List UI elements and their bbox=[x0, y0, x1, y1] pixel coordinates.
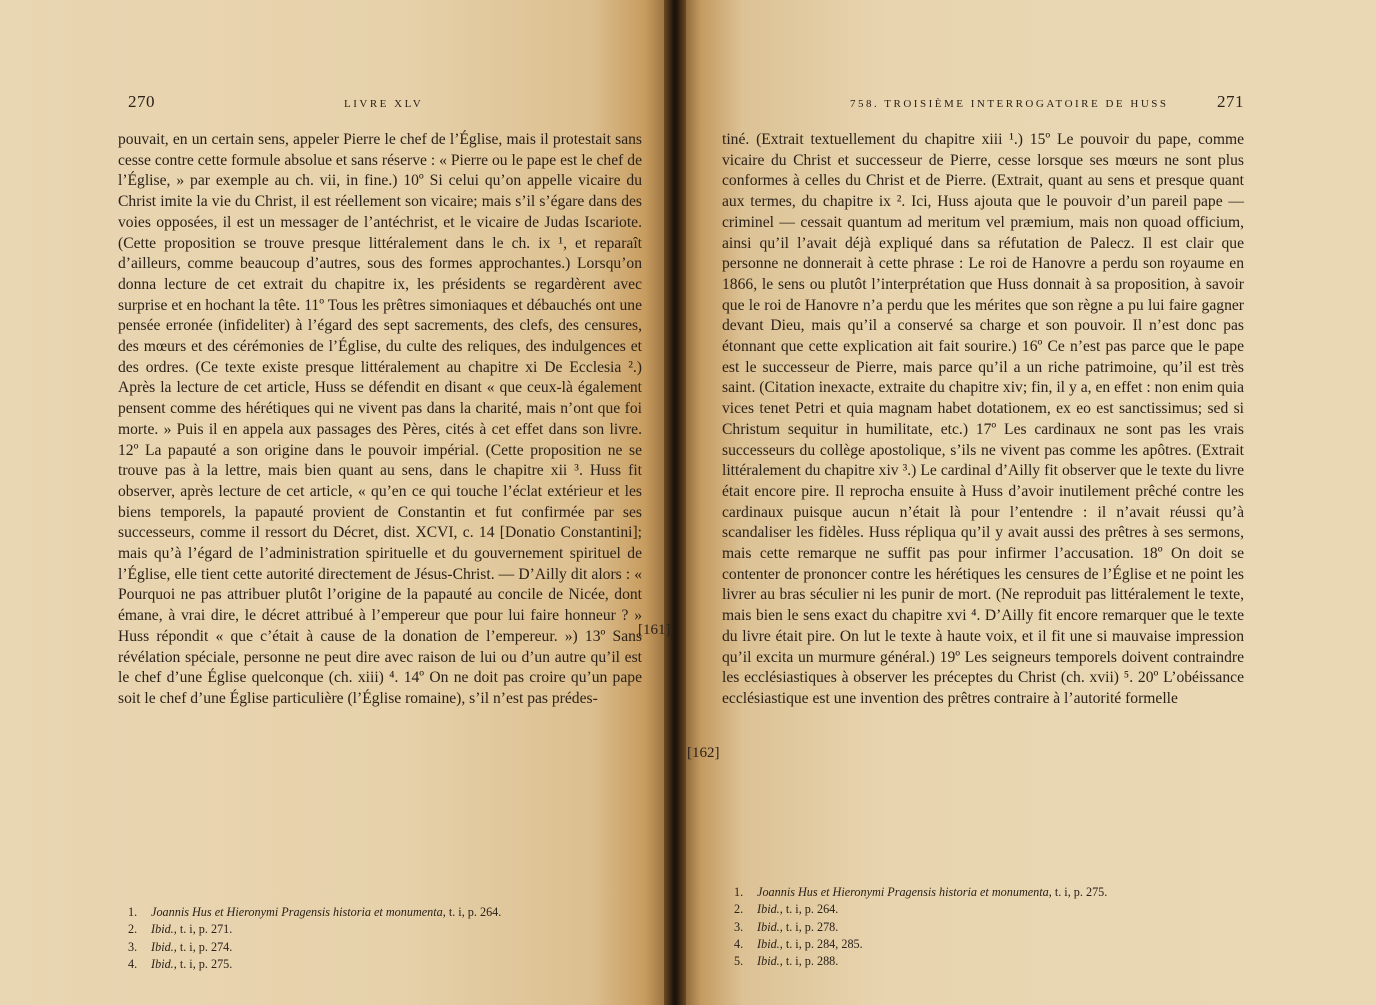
footnote-title: Ibid., bbox=[757, 936, 783, 951]
footnote bbox=[128, 904, 501, 921]
running-head: LIVRE XLV bbox=[344, 98, 424, 110]
book-gutter bbox=[664, 0, 686, 1005]
footnote-ref: t. i, p. 264. bbox=[785, 902, 839, 917]
page-number: 270 bbox=[128, 92, 155, 111]
paragraph: tiné. (Extrait textuellement du chapitre xiii ¹.) 15º Le pouvoir du pape, comme vicaire du Christ et successeur de Pierre, cesse lorsque ses mœurs ne sont plus conformes à celles du Christ et de Pierre. (Extrait, quant au sens et presque quant aux termes, du chapitre ix ². Ici, Huss ajouta que le pouvoir d’un pareil pape — criminel — cessait quantum ad meritum vel præmium, mais non quoad officium, ainsi qu’il l’avait déjà expliqué dans sa réfutation de Palecz. Il est clair que personne ne donnerait à cette phrase : Le roi de Hanovre a perdu son royaume en 1866, le sens ou plutôt l’interprétation que Huss donnait à sa proposition, à savoir que le roi de Hanovre n’a perdu que les mérites que son règne a pu lui faire gagner devant Dieu, mais qu’il a conservé sa charge et son pouvoir. Il n’est donc pas étonnant que cette explication ait fait sourire.) 16º Ce n’est pas parce que le pape est le successeur de Pierre, mais parce qu’il a un riche patrimoine, qu’il est très saint. (Citation inexacte, extraite du chapitre xiv; fin, il y a, en effet : non enim quia vices tenet Petri et quia magnam habet dotationem, ex eo est sanctissimus; sed si Christum sequitur in humilitate, etc.) 17º Les cardinaux ne sont pas les vrais successeurs du collège apostolique, s’ils ne vivent pas comme les apôtres. (Extrait littéralement du chapitre xiv ³.) Le cardinal d’Ailly fit observer que le texte du livre était encore pire. Il reprocha ensuite à Huss d’avoir inutilement prêché contre les cardinaux puisque aucun n’était là pour l’entendre : il n’avait réussi qu’à scandaliser les fidèles. Huss répliqua qu’il y avait aussi des prêtres à ses sermons, mais cette remarque ne suffit pas pour infirmer l’accusation. 18º On doit se contenter de prononcer contre les hérétiques les censures de l’Église et ne point les livrer au bras séculier ni les punir de mort. (Ne reproduit pas littéralement le texte, mais bien le sens exact du chapitre xvi ⁴. D’Ailly fit encore remarquer que le texte du livre était pire. On lut le texte à haute voix, et il fit une si mauvaise impression qu’il excita un murmure général.) 19º Les seigneurs temporels doivent contraindre les ecclésiastiques à observer les préceptes du Christ (ch. xvii) ⁵. 20º L’obéissance ecclésiastique est une invention des prêtres contraire à l’autorité formelle bbox=[722, 131, 1244, 707]
footnote-number: 3. bbox=[128, 939, 138, 954]
footnote-number: 4. bbox=[128, 956, 138, 971]
left-page bbox=[0, 0, 672, 1005]
footnote-number: 2. bbox=[734, 902, 744, 917]
footnote-title: Joannis Hus et Hieronymi Pragensis historia et monumenta, bbox=[151, 905, 446, 919]
footnote-number: 4. bbox=[734, 936, 744, 951]
footnote-ref: t. i, p. 274. bbox=[179, 939, 233, 954]
running-head: 758. TROISIÈME INTERROGATOIRE DE HUSS bbox=[850, 98, 1169, 110]
page-number: 271 bbox=[1217, 92, 1244, 111]
footnote-title: Ibid., bbox=[151, 956, 177, 971]
body-text bbox=[118, 130, 642, 710]
footnote bbox=[128, 956, 501, 973]
margin-reference: [161] bbox=[638, 622, 671, 638]
footnote bbox=[734, 919, 1107, 936]
margin-reference: [162] bbox=[687, 745, 720, 761]
footnote-title: Ibid., bbox=[151, 939, 177, 954]
footnote bbox=[128, 939, 501, 956]
footnote bbox=[734, 901, 1107, 918]
footnote-number: 1. bbox=[734, 885, 744, 899]
right-page bbox=[680, 0, 1376, 1005]
footnote-number: 2. bbox=[128, 922, 138, 937]
footnote-ref: t. i, p. 284, 285. bbox=[785, 936, 863, 951]
left-page-header bbox=[118, 92, 642, 116]
body-text bbox=[722, 130, 1244, 710]
footnotes bbox=[128, 904, 501, 973]
footnote-title: Ibid., bbox=[757, 954, 783, 969]
footnote-number: 1. bbox=[128, 905, 138, 919]
footnote-ref: t. i, p. 278. bbox=[785, 919, 839, 934]
footnote bbox=[734, 936, 1107, 953]
footnote-ref: t. i, p. 271. bbox=[179, 922, 233, 937]
footnote-title: Ibid., bbox=[757, 902, 783, 917]
footnote-title: Ibid., bbox=[151, 922, 177, 937]
footnote-ref: t. i, p. 264. bbox=[448, 905, 502, 919]
footnote bbox=[128, 921, 501, 938]
footnote bbox=[734, 884, 1107, 901]
footnote bbox=[734, 953, 1107, 970]
footnotes bbox=[734, 884, 1107, 970]
paragraph: pouvait, en un certain sens, appeler Pierre le chef de l’Église, mais il protestait sans cesse contre cette formule absolue et sans réserve : « Pierre ou le pape est le chef de l’Église, » par exemple au ch. vii, in fine.) 10º Si celui qu’on appelle vicaire du Christ imite la vie du Christ, il est réellement son vicaire; mais s’il s’égare dans des voies opposées, il est un messager de l’antéchrist, et le vicaire de Judas Iscariote. (Cette proposition se trouve presque littéralement dans le ch. ix ¹, et reparaît d’ailleurs, comme beaucoup d’autres, sous des formes approchantes.) Lorsqu’on donna lecture de cet extrait du chapitre ix, les présidents se regardèrent avec surprise et en hochant la tête. 11º Tous les prêtres simoniaques et débauchés ont une pensée erronée (infideliter) à l’égard des sept sacrements, des clefs, des censures, des mœurs et des cérémonies de l’Église, du culte des reliques, des indulgences et des ordres. (Ce texte existe presque littéralement au chapitre xi De Ecclesia ².) Après la lecture de cet article, Huss se défendit en disant « que ceux-là également pensent comme des hérétiques qui ne vivent pas dans la charité, mais n’ont que foi morte. » Puis il en appela aux passages des Pères, cités à cet effet dans son livre. 12º La papauté a son origine dans le pouvoir impérial. (Cette proposition ne se trouve pas à la lettre, mais bien quant au sens, dans le chapitre xii ³. Huss fit observer, après lecture de cet article, « qu’en ce qui touche l’éclat extérieur et les biens temporels, la papauté provient de Constantin et fut confirmée par ses successeurs, comme il ressort du Décret, dist. XCVI, c. 14 [Donatio Constantini]; mais qu’à l’égard de l’administration spirituelle et du gouvernement spirituel de l’Église, elle tient cette autorité directement de Jésus-Christ. — D’Ailly dit alors : « Pourquoi ne pas attribuer plutôt l’origine de la papauté au concile de Nicée, dont émane, à vrai dire, le décret attribué à l’empereur que pour lui faire honneur ? » Huss répondit « que c’était à cause de la donation de l’empereur. ») 13º Sans révélation spéciale, personne ne peut dire avec raison de lui ou d’un autre qu’il est le chef d’une Église quelconque (ch. xiii) ⁴. 14º On ne doit pas croire qu’un pape soit le chef d’une Église particulière (l’Église romaine), s’il n’est pas prédes- bbox=[118, 131, 642, 707]
footnote-number: 5. bbox=[734, 954, 744, 969]
footnote-title: Ibid., bbox=[757, 919, 783, 934]
footnote-number: 3. bbox=[734, 919, 744, 934]
footnote-ref: t. i, p. 275. bbox=[179, 956, 233, 971]
right-page-header bbox=[722, 92, 1244, 116]
footnote-title: Joannis Hus et Hieronymi Pragensis historia et monumenta, bbox=[757, 885, 1052, 899]
footnote-ref: t. i, p. 275. bbox=[1054, 885, 1108, 899]
footnote-ref: t. i, p. 288. bbox=[785, 954, 839, 969]
